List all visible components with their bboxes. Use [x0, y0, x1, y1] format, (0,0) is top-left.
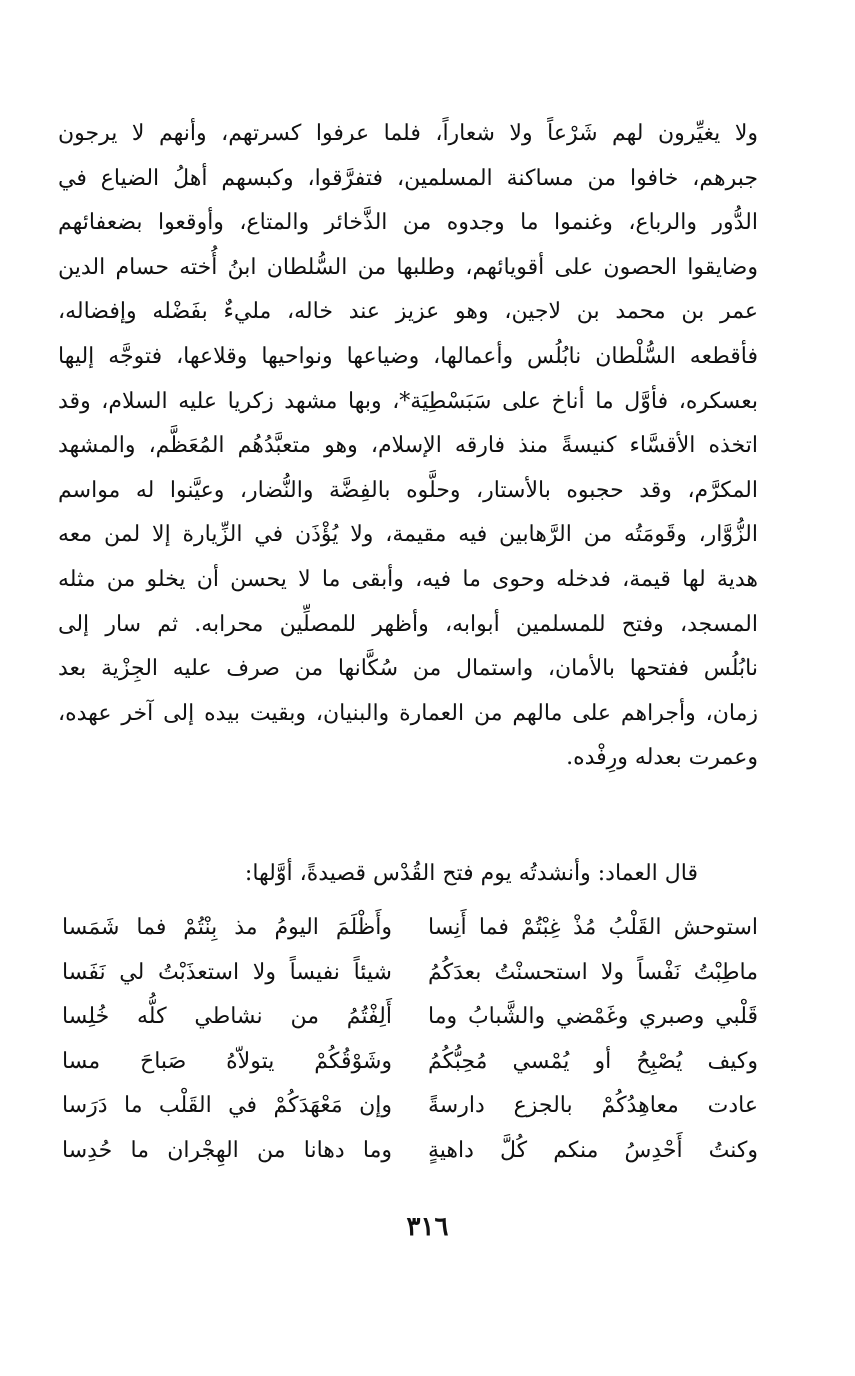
- prose-line: الدُّور والرباع، وغنموا ما وجدوه من الذَّخائر والمتاع، وأوقعوا بضعفائهم: [58, 210, 758, 236]
- prose-line: نابُلُس ففتحها بالأمان، واستمال من سُكَّانها من صرف عليه الجِزْية بعد: [58, 656, 758, 682]
- prose-line: ولا يغيِّرون لهم شَرْعاً ولا شعاراً، فلما عرفوا كسرتهم، وأنهم لا يرجون: [58, 121, 758, 146]
- prose-line: زمان، وأجراهم على مالهم من العمارة والبنيان، وبقيت بيده إلى آخر عهده،: [58, 700, 758, 726]
- verse-first-hemistich: وكيف يُصْبِحُ أو يُمْسي مُحِبُّكُمُ: [428, 1048, 758, 1074]
- verse-second-hemistich: أَلِفْتُمُ من نشاطي كلُّه خُلِسا: [62, 1004, 392, 1030]
- verse-second-hemistich: وإن مَعْهَدَكُمْ في القَلْب ما دَرَسا: [62, 1093, 392, 1119]
- verse-second-hemistich: وما دهانا من الهِجْران ما حُدِسا: [62, 1137, 392, 1163]
- verse-second-hemistich: وشَوْقُكُمْ يتولاّهُ صَباحَ مسا: [62, 1048, 392, 1074]
- verse: [62, 906, 758, 951]
- prose-paragraph: [58, 112, 758, 781]
- verse-first-hemistich: عادت معاهِدُكُمْ بالجزع دارسةً: [428, 1093, 758, 1119]
- poem-intro: قال العماد: وأنشدتُه يوم فتح القُدْس قصيدةً، أوَّلها:: [244, 861, 698, 886]
- poem: [62, 906, 758, 1174]
- prose-line: المكرَّم، وقد حجبوه بالأستار، وحلَّوه بالفِضَّة والنُّضار، وعيَّنوا له مواسم: [58, 477, 758, 503]
- verse: [62, 995, 758, 1040]
- verse: [62, 1084, 758, 1129]
- prose-line: وضايقوا الحصون على أقويائهم، وطلبها من السُّلطان ابنُ أُخته حسام الدين: [58, 254, 758, 280]
- verse: [62, 1040, 758, 1085]
- verse: [62, 951, 758, 996]
- prose-line: بعسكره، فأوَّل ما أناخ على سَبَسْطِيَة*، وبها مشهد زكريا عليه السلام، وقد: [58, 388, 758, 414]
- verse-second-hemistich: وأَظْلَمَ اليومُ مذ بِنْتُمْ فما شَمَسا: [62, 915, 392, 940]
- verse-second-hemistich: شيئاً نفيساً ولا استعذَبْتُ لي نَفَسا: [62, 959, 392, 985]
- prose-line: اتخذه الأقسَّاء كنيسةً منذ فارقه الإسلام، وهو متعبَّدُهُم المُعَظَّم، والمشهد: [58, 433, 758, 459]
- prose-line: وعمرت بعدله ورِفْده.: [566, 745, 758, 771]
- prose-line: عمر بن محمد بن لاجين، وهو عزيز عند خاله، مليءٌ بفَضْله وإفضاله،: [58, 299, 758, 325]
- verse-first-hemistich: وكنتُ أَحْدِسُ منكم كُلَّ داهيةٍ: [428, 1137, 758, 1163]
- page-number: ٣١٦: [406, 1212, 449, 1242]
- prose-line: المسجد، وفتح للمسلمين أبوابه، وأظهر للمصلِّين محرابه. ثم سار إلى: [58, 611, 758, 637]
- prose-line: جبرهم، خافوا من مساكنة المسلمين، فتفرَّقوا، وكبسهم أهلُ الضياع في: [58, 165, 758, 191]
- prose-line: هدية لها قيمة، فدخله وحوى ما فيه، وأبقى ما لا يحسن أن يخلو من مثله: [58, 566, 758, 592]
- verse: [62, 1129, 758, 1174]
- verse-first-hemistich: قَلْبي وصبري وغَمْضي والشَّبابُ وما: [428, 1004, 758, 1030]
- prose-line: فأقطعه السُّلْطان نابُلُس وأعمالها، وضياعها ونواحيها وقلاعها، فتوجَّه إليها: [58, 343, 758, 369]
- verse-first-hemistich: استوحش القَلْبُ مُذْ غِبْتُمْ فما أَنِسا: [428, 915, 758, 940]
- prose-line: الزُّوَّار، وقَومَتُه من الرَّهابين فيه مقيمة، ولا يُؤْذَن في الزِّيارة إلا لمن معه: [58, 522, 758, 548]
- verse-first-hemistich: ماطِبْتُ نَفْساً ولا استحسنْتُ بعدَكُمُ: [428, 959, 758, 985]
